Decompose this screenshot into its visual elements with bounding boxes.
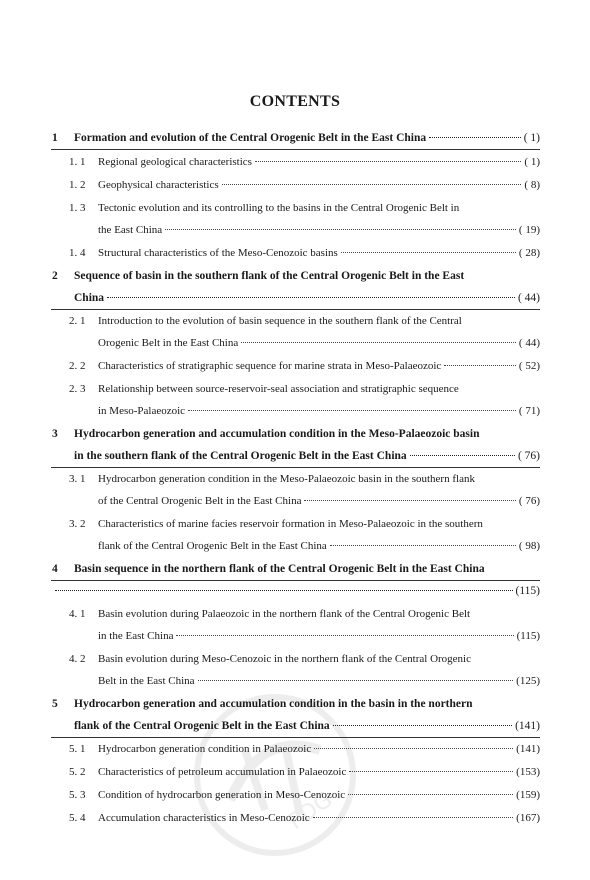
toc-entry-title: Sequence of basin in the southern flank of the Central Orogenic Belt in the East (74, 270, 465, 282)
toc-entry-number: 5. 4 (69, 812, 86, 824)
toc-entry-number: 2 (52, 270, 58, 282)
toc-dot-leader (349, 767, 513, 772)
toc-section-line[interactable] (69, 648, 540, 670)
toc-chapter-line[interactable] (52, 580, 540, 602)
toc-page-number: ( 1) (524, 156, 540, 168)
watermark-text: PDG (284, 787, 338, 835)
toc-dot-leader (429, 133, 521, 138)
toc-section-line[interactable] (69, 603, 540, 625)
toc-chapter-line[interactable] (52, 558, 540, 580)
toc-chapter-line[interactable] (52, 445, 540, 467)
toc-entry-number: 2. 2 (69, 360, 86, 372)
toc-section-line[interactable] (69, 174, 540, 196)
toc-entry-title: Tectonic evolution and its controlling to the basins in the Central Orogenic Belt in (98, 202, 460, 214)
chapter-rule (51, 149, 540, 150)
toc-entry-title: Belt in the East China (98, 675, 195, 687)
toc-section-line[interactable] (69, 219, 540, 241)
toc-section-line[interactable] (69, 151, 540, 173)
toc-entry-title: Structural characteristics of the Meso-Cenozoic basins (98, 247, 338, 259)
toc-entry-title: Formation and evolution of the Central Orogenic Belt in the East China (74, 132, 427, 144)
toc-entry-title: Characteristics of marine facies reservoir formation in Meso-Palaeozoic in the southern (98, 518, 483, 530)
toc-page-number: ( 1) (523, 132, 540, 144)
toc-dot-leader (348, 790, 513, 795)
toc-section-line[interactable] (69, 738, 540, 760)
toc-entry-title: the East China (98, 224, 163, 236)
toc-chapter-line[interactable] (52, 127, 540, 149)
toc-page-number: ( 44) (517, 292, 540, 304)
toc-page-number: ( 28) (518, 247, 540, 259)
toc-section-line[interactable] (69, 310, 540, 332)
toc-dot-leader (241, 338, 516, 343)
toc-entry-number: 5. 1 (69, 743, 86, 755)
toc-entry-title: Regional geological characteristics (98, 156, 252, 168)
toc-entry-number: 1. 2 (69, 179, 86, 191)
toc-entry-title: Introduction to the evolution of basin sequence in the southern flank of the Central (98, 315, 462, 327)
chapter-rule (51, 580, 540, 581)
toc-entry-title: in Meso-Palaeozoic (98, 405, 186, 417)
toc-entry-title: Characteristics of petroleum accumulation in Palaeozoic (98, 766, 347, 778)
toc-entry-title: in the East China (98, 630, 174, 642)
toc-dot-leader (330, 541, 516, 546)
toc-dot-leader (222, 180, 522, 185)
toc-entry-number: 1. 4 (69, 247, 86, 259)
toc-dot-leader (255, 157, 521, 162)
toc-chapter-line[interactable] (52, 693, 540, 715)
toc-entry-title: Orogenic Belt in the East China (98, 337, 239, 349)
toc-section-line[interactable] (69, 784, 540, 806)
toc-section-line[interactable] (69, 378, 540, 400)
toc-entry-title: Relationship between source-reservoir-seal association and stratigraphic sequence (98, 383, 459, 395)
toc-section-line[interactable] (69, 355, 540, 377)
toc-page-number: (159) (516, 789, 540, 801)
toc-entry-number: 4. 1 (69, 608, 86, 620)
toc-entry-number: 4. 2 (69, 653, 86, 665)
toc-entry-number: 1 (52, 132, 58, 144)
toc-chapter-line[interactable] (52, 265, 540, 287)
toc-entry-number: 1. 1 (69, 156, 86, 168)
toc-dot-leader (55, 586, 513, 591)
toc-page-number: (141) (515, 720, 540, 732)
toc-entry-title: Hydrocarbon generation and accumulation condition in the basin in the northern (74, 698, 473, 710)
toc-entry-number: 5. 3 (69, 789, 86, 801)
toc-entry-number: 3 (52, 428, 58, 440)
toc-page-number: ( 98) (518, 540, 540, 552)
toc-entry-title: Hydrocarbon generation and accumulation condition in the Meso-Palaeozoic basin (74, 428, 480, 440)
toc-page-number: ( 71) (518, 405, 540, 417)
toc-entry-title: China (74, 292, 105, 304)
toc-dot-leader (314, 744, 513, 749)
chapter-rule (51, 309, 540, 310)
toc-dot-leader (313, 813, 513, 818)
toc-entry-title: Hydrocarbon generation condition in Palaeozoic (98, 743, 312, 755)
toc-entry-title: Basin sequence in the northern flank of the Central Orogenic Belt in the East China (74, 563, 485, 575)
toc-page-number: (115) (516, 630, 540, 642)
toc-section-line[interactable] (69, 242, 540, 264)
toc-page-number: ( 44) (518, 337, 540, 349)
toc-page-number: ( 19) (518, 224, 540, 236)
chapter-rule (51, 737, 540, 738)
toc-entry-title: Basin evolution during Meso-Cenozoic in the northern flank of the Central Orogenic (98, 653, 471, 665)
toc-entry-title: Geophysical characteristics (98, 179, 219, 191)
toc-page-number: (115) (515, 585, 540, 597)
toc-section-line[interactable] (69, 468, 540, 490)
toc-dot-leader (341, 248, 516, 253)
toc-entry-number: 2. 1 (69, 315, 86, 327)
toc-page-number: ( 8) (524, 179, 540, 191)
toc-dot-leader (165, 225, 516, 230)
toc-dot-leader (198, 676, 514, 681)
toc-dot-leader (410, 451, 515, 456)
toc-dot-leader (444, 361, 516, 366)
toc-dot-leader (107, 293, 515, 298)
toc-entry-number: 5. 2 (69, 766, 86, 778)
toc-chapter-line[interactable] (52, 423, 540, 445)
toc-dot-leader (176, 631, 513, 636)
toc-entry-title: in the southern flank of the Central Orogenic Belt in the East China (74, 450, 407, 462)
toc-section-line[interactable] (69, 332, 540, 354)
toc-section-line[interactable] (69, 400, 540, 422)
toc-entry-title: Hydrocarbon generation condition in the Meso-Palaeozoic basin in the southern flank (98, 473, 475, 485)
toc-page-number: ( 76) (517, 450, 540, 462)
toc-section-line[interactable] (69, 670, 540, 692)
toc-page-number: ( 52) (518, 360, 540, 372)
toc-entry-number: 3. 2 (69, 518, 86, 530)
toc-section-line[interactable] (69, 535, 540, 557)
page-title: CONTENTS (249, 93, 341, 110)
toc-entry-number: 2. 3 (69, 383, 86, 395)
toc-dot-leader (304, 496, 515, 501)
toc-chapter-line[interactable] (52, 715, 540, 737)
toc-entry-number: 4 (52, 563, 58, 575)
toc-entry-title: flank of the Central Orogenic Belt in the East China (98, 540, 327, 552)
toc-entry-title: of the Central Orogenic Belt in the East China (98, 495, 302, 507)
toc-section-line[interactable] (69, 761, 540, 783)
toc-section-line[interactable] (69, 625, 540, 647)
toc-dot-leader (188, 406, 516, 411)
toc-entry-number: 1. 3 (69, 202, 86, 214)
toc-entry-title: Characteristics of stratigraphic sequence for marine strata in Meso-Palaeozoic (98, 360, 442, 372)
chapter-rule (51, 467, 540, 468)
toc-dot-leader (333, 721, 512, 726)
toc-section-line[interactable] (69, 513, 540, 535)
toc-entry-title: flank of the Central Orogenic Belt in the East China (74, 720, 330, 732)
toc-entry-title: Accumulation characteristics in Meso-Cenozoic (98, 812, 310, 824)
toc-chapter-line[interactable] (52, 287, 540, 309)
toc-page-number: (125) (516, 675, 540, 687)
toc-page-number: (167) (516, 812, 540, 824)
toc-entry-title: Condition of hydrocarbon generation in Meso-Cenozoic (98, 789, 346, 801)
toc-page-number: (153) (516, 766, 540, 778)
toc-entry-title: Basin evolution during Palaeozoic in the northern flank of the Central Orogenic Belt (98, 608, 471, 620)
toc-section-line[interactable] (69, 490, 540, 512)
toc-page-number: ( 76) (518, 495, 540, 507)
toc-entry-number: 3. 1 (69, 473, 86, 485)
toc-section-line[interactable] (69, 197, 540, 219)
toc-section-line[interactable] (69, 807, 540, 829)
toc-page-number: (141) (516, 743, 540, 755)
toc-entry-number: 5 (52, 698, 58, 710)
